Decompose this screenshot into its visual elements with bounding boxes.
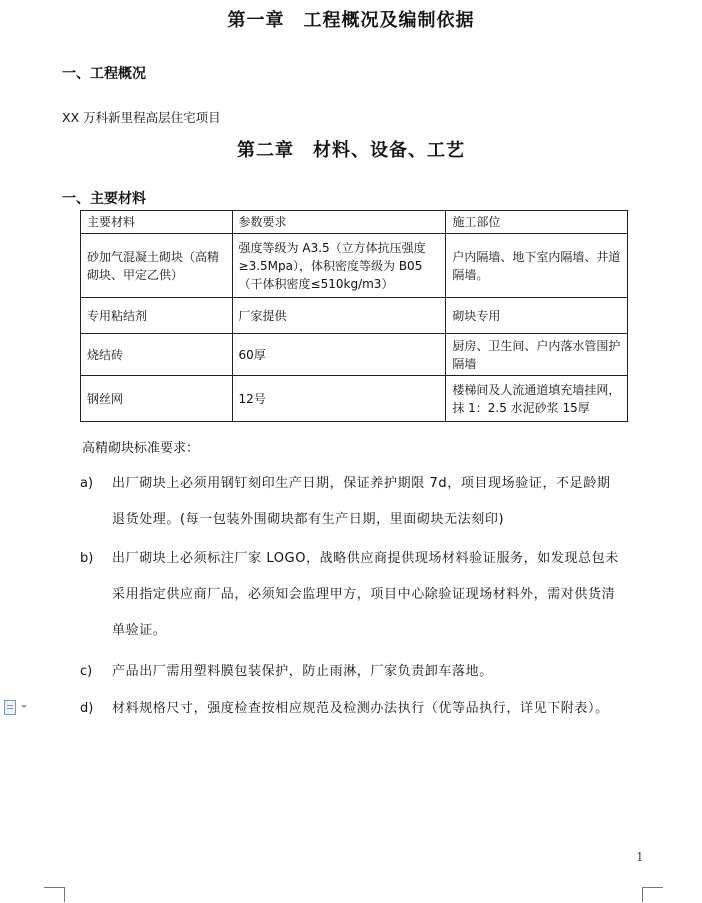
- section-overview-heading: 一、工程概况: [62, 66, 146, 82]
- table-header-cell: 主要材料: [81, 211, 233, 234]
- list-item-line: 材料规格尺寸，强度检查按相应规范及检测办法执行（优等品执行，详见下附表）。: [112, 701, 609, 716]
- page-number: 1: [636, 850, 644, 864]
- list-marker: d): [80, 701, 94, 716]
- table-cell: 烧结砖: [81, 334, 233, 376]
- table-cell: 厨房、卫生间、户内落水管围护隔墙: [446, 334, 628, 376]
- list-item-line: 出厂砌块上必须用钢钉刻印生产日期，保证养护期限 7d，项目现场验证，不足龄期: [112, 476, 611, 491]
- page-corner-mark: [642, 887, 663, 902]
- chapter-1-title: 第一章 工程概况及编制依据: [227, 10, 475, 31]
- table-cell: 户内隔墙、地下室内隔墙、井道隔墙。: [446, 234, 628, 298]
- table-cell: 砂加气混凝土砌块（高精砌块、甲定乙供）: [81, 234, 233, 298]
- table-cell: 专用粘结剂: [81, 298, 233, 334]
- document-icon[interactable]: [4, 700, 16, 715]
- table-header-cell: 施工部位: [446, 211, 628, 234]
- list-marker: b): [80, 551, 94, 566]
- table-row: [81, 298, 628, 334]
- requirement-item-d: [80, 691, 650, 727]
- requirement-item-b: [80, 541, 650, 651]
- list-item-line: 产品出厂需用塑料膜包装保护，防止雨淋，厂家负责卸车落地。: [112, 664, 493, 679]
- table-cell: 强度等级为 A3.5（立方体抗压强度≥3.5Mpa），体积密度等级为 B05（干体积密度≤510kg/m3）: [232, 234, 446, 298]
- requirement-item-c: [80, 654, 650, 690]
- requirement-item-a: [80, 466, 650, 542]
- table-cell: 60厚: [232, 334, 446, 376]
- table-cell: 楼梯间及人流通道填充墙挂网，抹 1：2.5 水泥砂浆 15厚: [446, 376, 628, 422]
- materials-table: [80, 210, 628, 422]
- table-row: [81, 334, 628, 376]
- chevron-down-icon[interactable]: [21, 705, 27, 708]
- list-item-line: 出厂砌块上必须标注厂家 LOGO，战略供应商提供现场材料验证服务，如发现总包未: [112, 551, 619, 566]
- table-row: [81, 376, 628, 422]
- list-item-line: 采用指定供应商厂品，必须知会监理甲方，项目中心除验证现场材料外，需对供货清: [112, 587, 616, 602]
- table-row: [81, 234, 628, 298]
- requirements-title: 高精砌块标准要求：: [82, 441, 200, 456]
- section-materials-heading: 一、主要材料: [62, 191, 146, 207]
- project-name: XX 万科新里程高层住宅项目: [62, 110, 221, 125]
- list-marker: c): [80, 664, 93, 679]
- table-header-cell: 参数要求: [232, 211, 446, 234]
- list-item-line: 单验证。: [112, 623, 167, 638]
- chapter-2-title: 第二章 材料、设备、工艺: [237, 140, 465, 161]
- table-cell: 12号: [232, 376, 446, 422]
- table-cell: 砌块专用: [446, 298, 628, 334]
- table-cell: 厂家提供: [232, 298, 446, 334]
- table-cell: 钢丝网: [81, 376, 233, 422]
- list-marker: a): [80, 476, 94, 491]
- table-header-row: [81, 211, 628, 234]
- page-corner-mark: [44, 887, 65, 902]
- list-item-line: 退货处理。(每一包装外围砌块都有生产日期，里面砌块无法刻印): [112, 512, 505, 527]
